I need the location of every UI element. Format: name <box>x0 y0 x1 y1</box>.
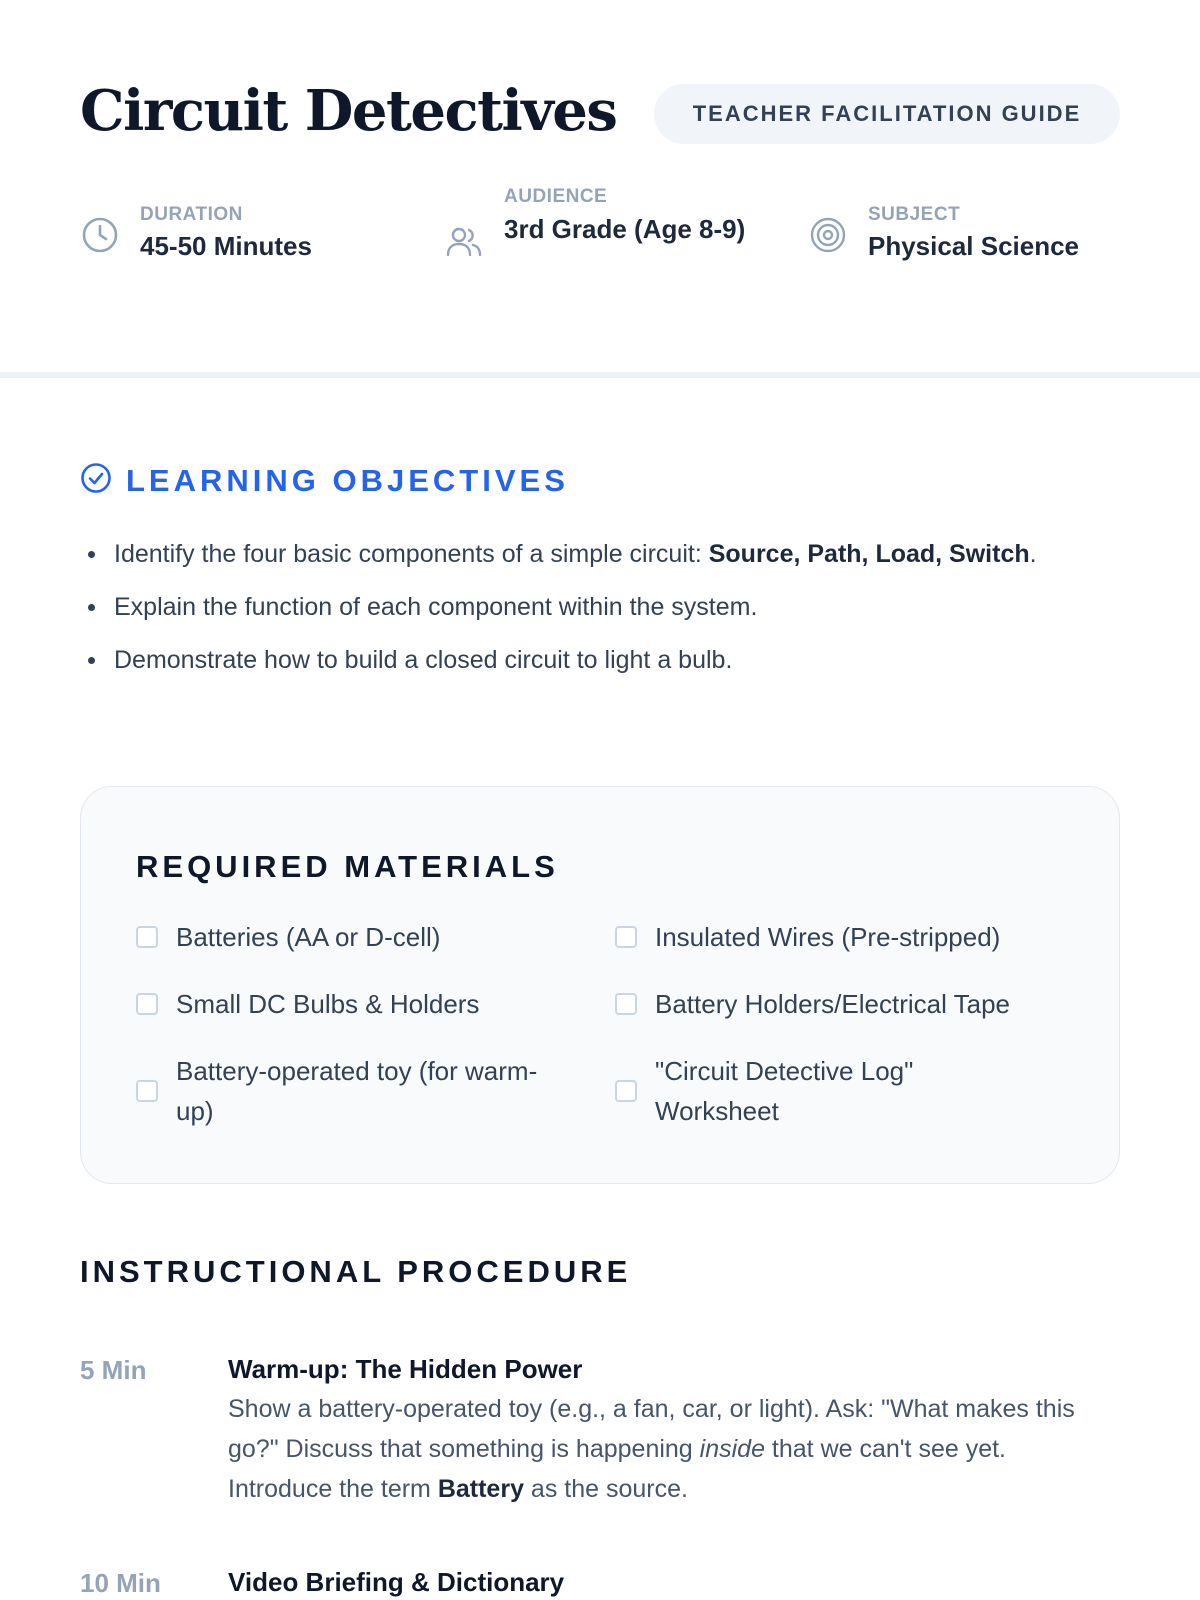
duration-label: DURATION <box>140 204 243 225</box>
objectives-title: LEARNING OBJECTIVES <box>126 462 569 498</box>
users-icon <box>444 222 484 262</box>
checkbox[interactable] <box>615 1080 637 1102</box>
subject-value: Physical Science <box>868 230 1080 261</box>
subject-label: SUBJECT <box>868 204 961 225</box>
checkbox[interactable] <box>136 993 158 1015</box>
step-description: Show a battery-operated toy (e.g., a fan, car, or light). Ask: "What makes this go?" Discuss that something is happening inside that we can't see yet. Introduce the term Battery as the source. <box>228 1395 1075 1503</box>
material-item[interactable]: Battery-operated toy (for warm-up) <box>136 1051 546 1131</box>
check-circle-icon <box>80 462 112 499</box>
target-icon <box>808 215 848 255</box>
checkbox[interactable] <box>615 926 637 948</box>
material-item[interactable]: Insulated Wires (Pre-stripped) <box>615 917 1065 957</box>
checkbox[interactable] <box>615 993 637 1015</box>
duration-value: 45-50 Minutes <box>140 230 312 261</box>
list-item: Demonstrate how to build a closed circuit to light a bulb. <box>80 640 1120 680</box>
page-header <box>0 0 1200 378</box>
step-heading: Warm-up: The Hidden Power <box>228 1354 583 1384</box>
meta-audience <box>444 186 754 262</box>
checkbox[interactable] <box>136 1080 158 1102</box>
list-item: Identify the four basic components of a simple circuit: Source, Path, Load, Switch. <box>80 534 1120 574</box>
procedure-title: INSTRUCTIONAL PROCEDURE <box>80 1254 632 1289</box>
material-item[interactable]: "Circuit Detective Log" Worksheet <box>615 1051 975 1131</box>
meta-subject <box>808 204 1079 266</box>
audience-label: AUDIENCE <box>504 186 608 207</box>
list-item: Explain the function of each component within the system. <box>80 587 1120 627</box>
step-time: 5 Min <box>80 1355 147 1385</box>
meta-duration <box>80 204 312 266</box>
audience-value: 3rd Grade (Age 8-9) <box>504 213 746 244</box>
material-item[interactable]: Batteries (AA or D-cell) <box>136 917 566 957</box>
objectives-list <box>80 534 1120 693</box>
materials-panel <box>80 786 1120 1184</box>
guide-badge: TEACHER FACILITATION GUIDE <box>654 84 1120 144</box>
objectives-heading <box>80 462 569 499</box>
material-item[interactable]: Small DC Bulbs & Holders <box>136 984 566 1024</box>
step-time: 10 Min <box>80 1568 161 1598</box>
clock-icon <box>80 215 120 255</box>
checkbox[interactable] <box>136 926 158 948</box>
page-title: Circuit Detectives <box>80 78 617 144</box>
materials-title: REQUIRED MATERIALS <box>136 849 559 884</box>
step-heading: Video Briefing & Dictionary <box>228 1567 565 1597</box>
material-item[interactable]: Battery Holders/Electrical Tape <box>615 984 1065 1024</box>
